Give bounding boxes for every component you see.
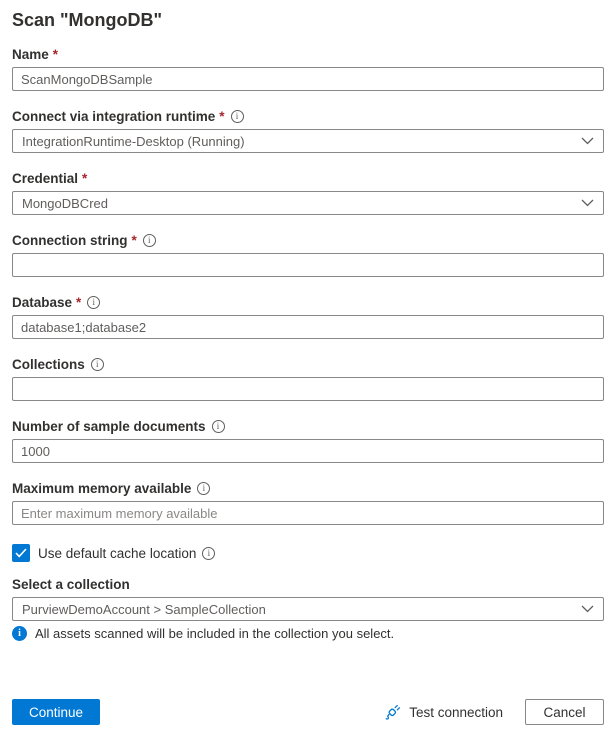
info-icon[interactable] [87, 296, 100, 309]
footer [12, 699, 604, 725]
credential-label [12, 171, 604, 186]
database-label [12, 295, 604, 310]
page-title: Scan "MongoDB" [12, 10, 163, 30]
use-default-cache-label [38, 546, 215, 561]
info-icon[interactable] [231, 110, 244, 123]
required-asterisk: * [52, 47, 59, 62]
test-connection-label: Test connection [409, 704, 503, 720]
credential-value: MongoDBCred [22, 195, 108, 211]
field-database [12, 295, 604, 339]
info-icon[interactable] [197, 482, 210, 495]
name-input[interactable] [12, 67, 604, 91]
max-memory-input[interactable] [12, 501, 604, 525]
label-text: Use default cache location [38, 545, 197, 561]
credential-select[interactable] [12, 191, 604, 215]
collections-input[interactable] [12, 377, 604, 401]
info-filled-icon [12, 626, 27, 641]
label-text: Connect via integration runtime [12, 109, 216, 124]
plug-connected-icon [384, 704, 401, 721]
label-text: Collections [12, 357, 85, 372]
field-integration-runtime [12, 109, 604, 153]
field-connection-string [12, 233, 604, 277]
connection-string-label [12, 233, 604, 248]
collection-select-value: PurviewDemoAccount > SampleCollection [22, 601, 266, 617]
test-connection-button[interactable] [384, 704, 503, 721]
database-input[interactable] [12, 315, 604, 339]
label-text: Connection string [12, 233, 128, 248]
field-sample-documents [12, 419, 604, 463]
collection-select[interactable] [12, 597, 604, 621]
field-collections [12, 357, 604, 401]
label-text: Number of sample documents [12, 419, 206, 434]
chevron-down-icon [581, 137, 594, 145]
info-icon[interactable] [202, 547, 215, 560]
label-text: Select a collection [12, 577, 130, 592]
label-text: Name [12, 47, 49, 62]
collections-label [12, 357, 604, 372]
required-asterisk: * [131, 233, 137, 248]
connection-string-input[interactable] [12, 253, 604, 277]
sample-documents-label [12, 419, 604, 434]
field-max-memory [12, 481, 604, 525]
chevron-down-icon [581, 199, 594, 207]
field-credential [12, 171, 604, 215]
field-collection-select [12, 577, 604, 641]
label-text: Credential [12, 171, 79, 186]
info-icon[interactable] [143, 234, 156, 247]
use-default-cache-checkbox[interactable] [12, 544, 30, 562]
chevron-down-icon [581, 605, 594, 613]
integration-runtime-value: IntegrationRuntime-Desktop (Running) [22, 133, 245, 149]
integration-runtime-label [12, 109, 604, 124]
label-text: Database [12, 295, 73, 310]
cancel-button[interactable]: Cancel [525, 699, 604, 725]
collection-info-message [12, 626, 604, 641]
continue-button[interactable]: Continue [12, 699, 100, 725]
sample-documents-input[interactable] [12, 439, 604, 463]
label-text: Maximum memory available [12, 481, 192, 496]
integration-runtime-select[interactable] [12, 129, 604, 153]
info-icon[interactable] [212, 420, 225, 433]
required-asterisk: * [76, 295, 82, 310]
required-asterisk: * [82, 171, 88, 186]
collection-select-label [12, 577, 604, 592]
max-memory-label [12, 481, 604, 496]
required-asterisk: * [219, 109, 225, 124]
field-name [12, 47, 604, 91]
info-icon[interactable] [91, 358, 104, 371]
info-message-text: All assets scanned will be included in the collection you select. [35, 626, 395, 641]
cache-location-row [12, 543, 604, 563]
name-label [12, 47, 604, 62]
